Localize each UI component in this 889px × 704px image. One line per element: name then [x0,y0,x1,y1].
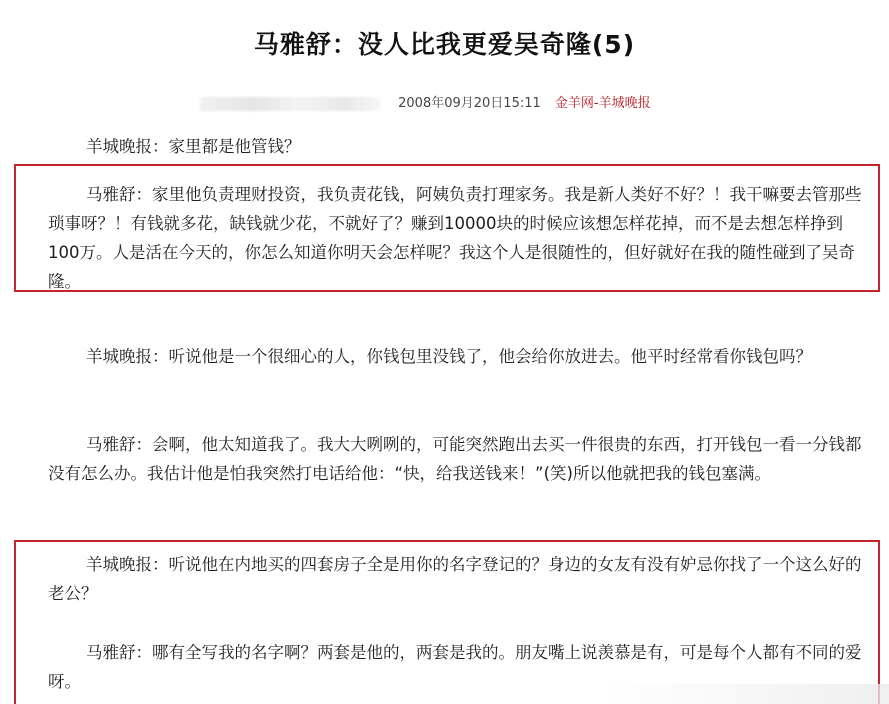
blurred-author [200,97,380,111]
article-meta [200,92,760,114]
scan-shadow [600,684,889,704]
publish-date: 2008年09月20日15:11 [398,96,541,111]
paragraph-question-1: 羊城晚报：家里都是他管钱？ [86,137,301,156]
highlight-box-bottom [14,540,880,704]
paragraph-answer-1: 马雅舒：家里他负责理财投资，我负责花钱，阿姨负责打理家务。我是新人类好不好？！我干嘛要去管那些琐事呀？！有钱就多花，缺钱就少花，不就好了？赚到10000块的时候应该想怎样花掉，而不是去想怎样挣到100万。人是活在今天的，你怎么知道你明天会怎样呢？我这个人是很随性的，但好就好在我的随性碰到了吴奇隆。 [48,185,862,291]
paragraph-answer-3: 马雅舒：哪有全写我的名字啊？两套是他的，两套是我的。朋友嘴上说羡慕是有，可是每个人都有不同的爱呀。 [48,643,862,691]
paragraph-answer-2: 马雅舒：会啊，他太知道我了。我大大咧咧的，可能突然跑出去买一件很贵的东西，打开钱包一看一分钱都没有怎么办。我估计他是怕我突然打电话给他：“快，给我送钱来！”(笑)所以他就把我的钱包塞满。 [48,435,862,483]
paragraph-question-3: 羊城晚报：听说他在内地买的四套房子全是用你的名字登记的？身边的女友有没有妒忌你找了一个这么好的老公？ [48,555,862,603]
paragraph-question-2: 羊城晚报：听说他是一个很细心的人，你钱包里没钱了，他会给你放进去。他平时经常看你钱包吗？ [86,347,812,366]
source-link[interactable]: 金羊网-羊城晚报 [554,96,651,111]
article-title: 马雅舒：没人比我更爱吴奇隆(5) [253,30,636,59]
highlight-box-top [14,164,880,292]
